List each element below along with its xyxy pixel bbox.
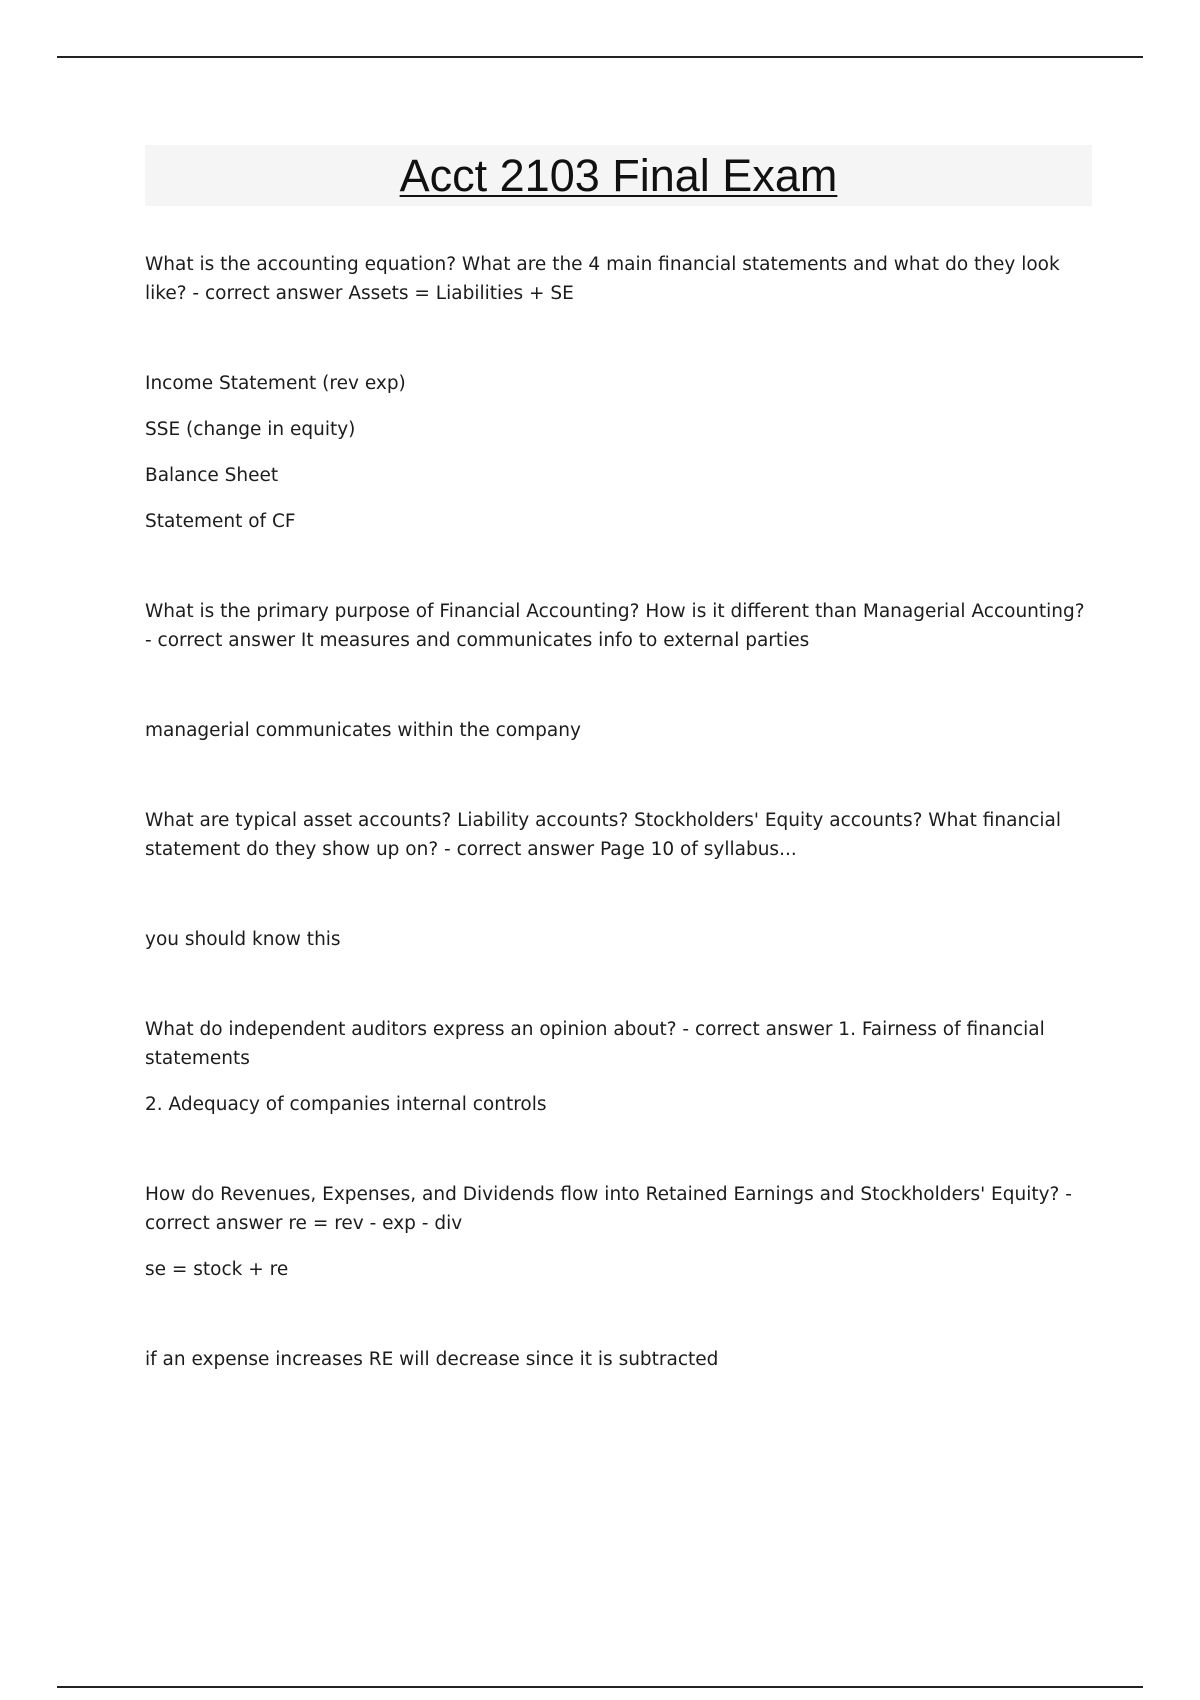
answer-line: managerial communicates within the company [145,720,581,741]
answer-lines [145,1345,1095,1374]
answer-line: Statement of CF [145,511,296,532]
question-text: What do independent auditors express an opinion about? - correct answer 1. Fairness of financial statements [145,1019,1045,1069]
answer-lines [145,369,1095,536]
answer-line: se = stock + re [145,1259,289,1280]
qa-entry [145,1180,1095,1374]
question-text: What is the accounting equation? What are the 4 main financial statements and what do they look like? - correct answer Assets = Liabilities + SE [145,254,1060,304]
question-text: What are typical asset accounts? Liability accounts? Stockholders' Equity accounts? What financial statement do they show up on? - correct answer Page 10 of syllabus... [145,810,1061,860]
document-title: Acct 2103 Final Exam [399,150,838,201]
header-rule [57,56,1143,58]
answer-line: if an expense increases RE will decrease since it is subtracted [145,1349,719,1370]
answer-lines [145,925,1095,954]
qa-entry [145,250,1095,536]
qa-entry [145,1015,1095,1119]
answer-line: Income Statement (rev exp) [145,373,406,394]
question-text: How do Revenues, Expenses, and Dividends flow into Retained Earnings and Stockholders' Equity? - correct answer re = rev - exp - div [145,1184,1072,1234]
answer-line: you should know this [145,929,341,950]
answer-lines [145,1090,1095,1119]
title-band [145,145,1092,206]
answer-lines [145,716,1095,745]
footer-rule [57,1686,1143,1688]
answer-line: 2. Adequacy of companies internal controls [145,1094,547,1115]
answer-line: SSE (change in equity) [145,419,356,440]
qa-entry [145,806,1095,954]
document-body [145,250,1095,1374]
question-text: What is the primary purpose of Financial Accounting? How is it different than Managerial Accounting? - correct answer It measures and communicates info to external parties [145,601,1085,651]
answer-line: Balance Sheet [145,465,279,486]
qa-entry [145,597,1095,745]
answer-lines [145,1255,1095,1284]
